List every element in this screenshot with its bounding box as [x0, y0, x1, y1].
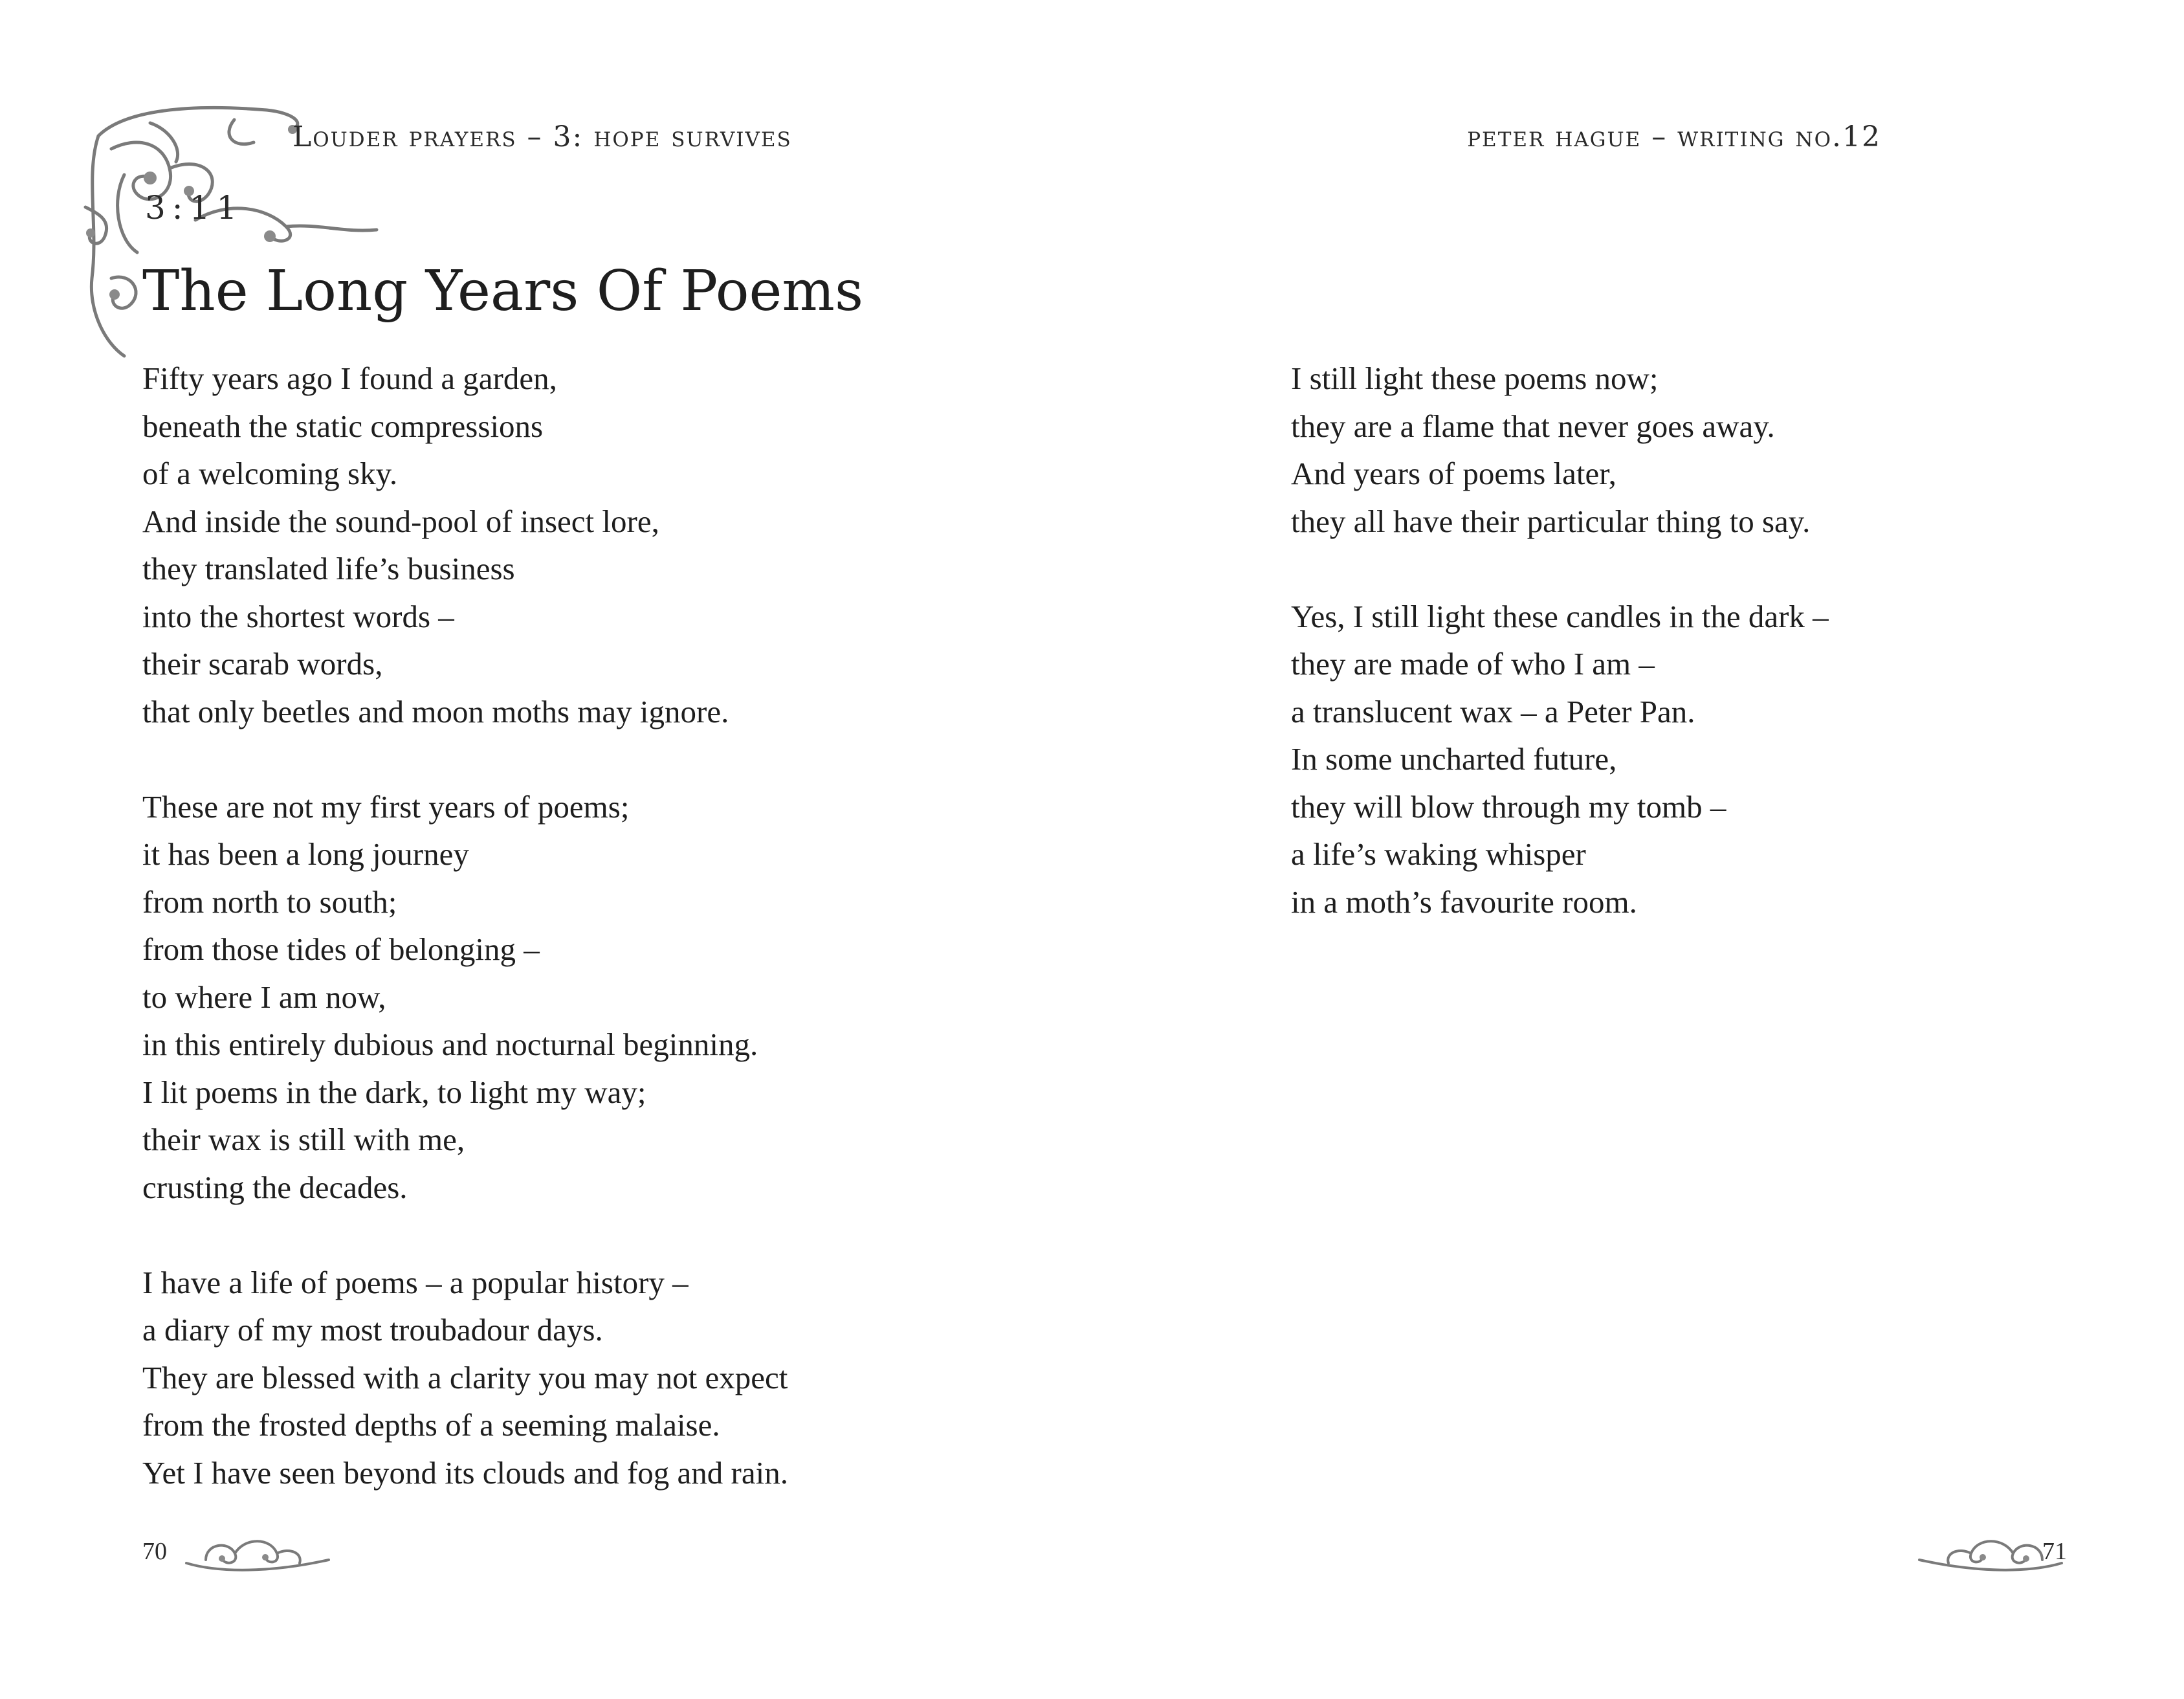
poem-line: a translucent wax – a Peter Pan.	[1291, 693, 1695, 729]
poem-line: from north to south;	[142, 883, 397, 920]
stanza	[142, 355, 984, 735]
poem-line: a diary of my most troubadour days.	[142, 1312, 603, 1348]
poem-line: they are made of who I am –	[1291, 646, 1655, 682]
poem-line: In some uncharted future,	[1291, 741, 1617, 777]
poem-line: that only beetles and moon moths may ignore.	[142, 693, 729, 729]
poem-line: beneath the static compressions	[142, 408, 544, 444]
poem-title: The Long Years Of Poems	[142, 259, 864, 324]
poem-line: I have a life of poems – a popular history –	[142, 1264, 689, 1300]
section-number: 3:11	[145, 189, 244, 227]
poem-line: they translated life’s business	[142, 551, 515, 586]
stanza	[1291, 593, 2132, 926]
poem-body	[1291, 355, 2132, 926]
poem-line: I still light these poems now;	[1291, 361, 1659, 396]
poem-line: of a welcoming sky.	[142, 456, 398, 491]
poem-line: they will blow through my tomb –	[1291, 788, 1726, 825]
poem-line: Yes, I still light these candles in the dark –	[1291, 598, 1829, 634]
running-head: peter hague – writing no.12	[1467, 120, 1881, 153]
poem-line: And inside the sound-pool of insect lore,	[142, 503, 659, 539]
poem-line: a life’s waking whisper	[1291, 836, 1586, 872]
poem-line: Fifty years ago I found a garden,	[142, 361, 557, 396]
poem-line: They are blessed with a clarity you may not expect	[142, 1359, 788, 1395]
poem-line: they all have their particular thing to say.	[1291, 503, 1811, 539]
poem-line: in this entirely dubious and nocturnal beginning.	[142, 1027, 758, 1062]
poem-line: I lit poems in the dark, to light my way;	[142, 1074, 646, 1110]
poem-body	[142, 355, 984, 1496]
stanza	[142, 783, 984, 1212]
poem-line: Yet I have seen beyond its clouds and fog and rain.	[142, 1454, 788, 1491]
poem-line: into the shortest words –	[142, 598, 454, 634]
poem-line: to where I am now,	[142, 979, 386, 1015]
poem-line: These are not my first years of poems;	[142, 788, 630, 825]
poem-line: crusting the decades.	[142, 1169, 408, 1205]
stanza	[1291, 355, 2132, 545]
page-number: 71	[2042, 1538, 2067, 1565]
poem-line: from the frosted depths of a seeming malaise.	[142, 1407, 720, 1443]
poem-line: their wax is still with me,	[142, 1122, 465, 1157]
poem-line: their scarab words,	[142, 646, 383, 682]
poem-line: they are a flame that never goes away.	[1291, 408, 1775, 444]
poem-line: from those tides of belonging –	[142, 931, 540, 967]
poem-line: it has been a long journey	[142, 836, 469, 872]
page-number: 70	[142, 1538, 167, 1565]
poem-line: in a moth’s favourite room.	[1291, 883, 1637, 920]
footer-flourish-icon	[180, 1527, 335, 1579]
right-page	[1092, 0, 2184, 1699]
poem-line: And years of poems later,	[1291, 456, 1616, 491]
running-head: Louder prayers – 3: hope survives	[292, 120, 792, 153]
stanza	[142, 1259, 984, 1497]
